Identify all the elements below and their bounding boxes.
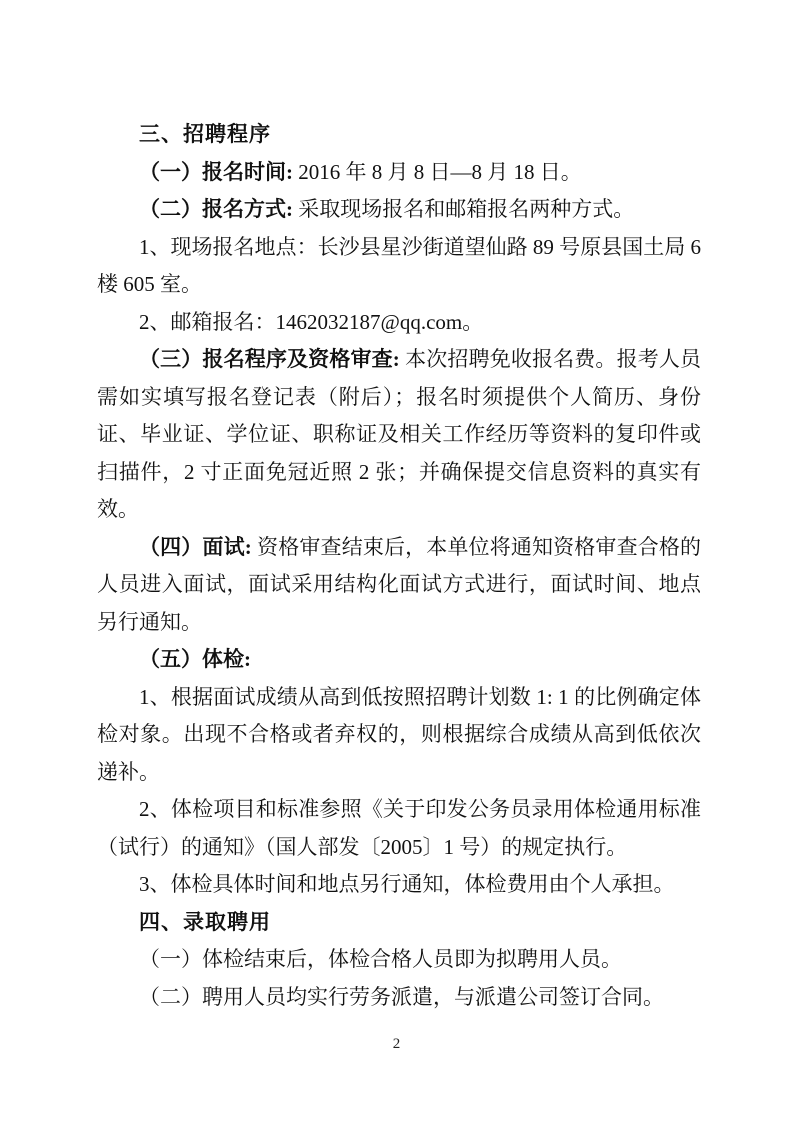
paragraph-exam-standard — [97, 791, 701, 866]
paragraph-text: 2、邮箱报名：1462032187@qq.com。 — [139, 309, 484, 334]
paragraph-application-method — [97, 191, 701, 229]
paragraph-text: 1、根据面试成绩从高到低按照招聘计划数 1: 1 的比例确定体检对象。出现不合格或者弃权的，则根据综合成绩从高到低依次递补。 — [97, 684, 701, 784]
paragraph-text: 2016 年 8 月 8 日—8 月 18 日。 — [293, 159, 582, 184]
paragraph-label: （二）报名方式: — [139, 197, 293, 221]
heading-text: 三、招聘程序 — [139, 123, 271, 146]
page-number: 2 — [392, 1036, 401, 1052]
paragraph-exam-time-cost — [97, 866, 701, 904]
paragraph-label: （一）报名时间: — [139, 159, 293, 184]
section-heading-recruitment-procedure — [97, 116, 701, 154]
paragraph-interview — [97, 529, 701, 642]
paragraph-text: 资格审查结束后，本单位将通知资格审查合格的人员进入面试，面试采用结构化面试方式进行，面试时间、地点另行通知。 — [97, 534, 701, 634]
paragraph-text: 2、体检项目和标准参照《关于印发公务员录用体检通用标准（试行）的通知》（国人部发〔2005〕1 号）的规定执行。 — [97, 797, 701, 859]
paragraph-text: 3、体检具体时间和地点另行通知，体检费用由个人承担。 — [139, 872, 675, 896]
paragraph-exam-ratio — [97, 679, 701, 792]
paragraph-application-time — [97, 154, 701, 192]
section-heading-employment — [97, 904, 701, 942]
paragraph-label: （五）体检: — [139, 647, 251, 671]
paragraph-email-application — [97, 304, 701, 342]
heading-text: 四、录取聘用 — [139, 910, 271, 934]
paragraph-labor-dispatch — [97, 979, 701, 1017]
paragraph-text: 本次招聘免收报名费。报考人员需如实填写报名登记表（附后）；报名时须提供个人简历、身份证、毕业证、学位证、职称证及相关工作经历等资料的复印件或扫描件，2 寸正面免冠近照 2 张；并确保提交信息资料的真实有效。 — [97, 347, 702, 521]
paragraph-label: （三）报名程序及资格审查: — [139, 347, 400, 371]
paragraph-onsite-location — [97, 229, 701, 304]
paragraph-physical-exam-heading — [97, 641, 701, 679]
paragraph-qualification-review — [97, 341, 701, 529]
paragraph-text: 采取现场报名和邮箱报名两种方式。 — [293, 197, 635, 221]
paragraph-proposed-hire — [97, 941, 701, 979]
paragraph-text: （二）聘用人员均实行劳务派遣，与派遣公司签订合同。 — [139, 984, 664, 1009]
paragraph-text: （一）体检结束后，体检合格人员即为拟聘用人员。 — [139, 947, 622, 971]
paragraph-text: 1、现场报名地点：长沙县星沙街道望仙路 89 号原县国土局 6 楼 605 室。 — [97, 234, 701, 296]
paragraph-label: （四）面试: — [139, 534, 252, 559]
document-body — [97, 116, 701, 1016]
